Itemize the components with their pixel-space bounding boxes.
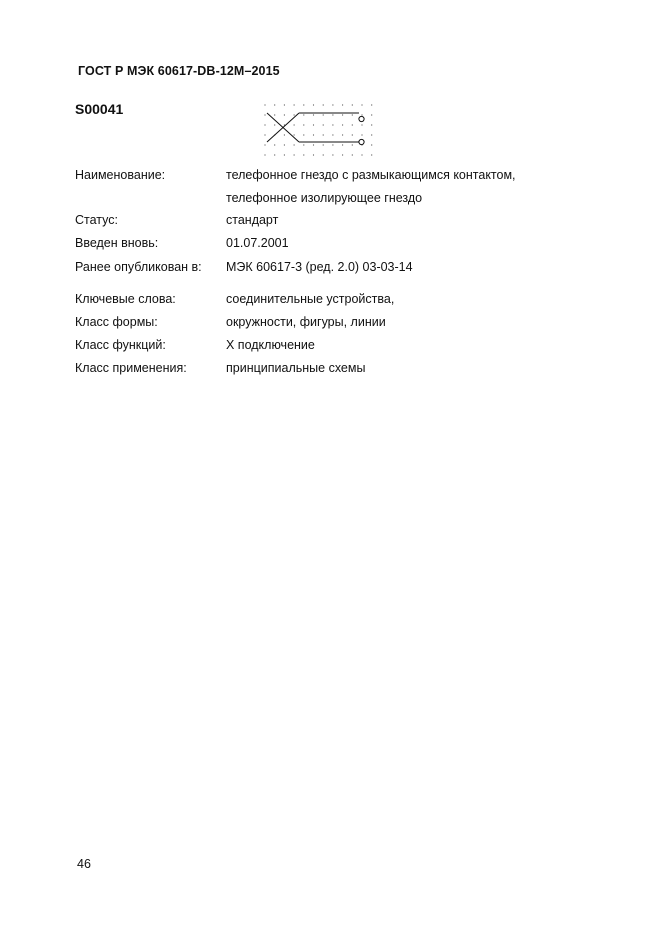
symbol-lines [267,113,364,145]
telephone-jack-symbol-icon [258,101,378,159]
symbol-code: S00041 [75,101,124,117]
field-label-name: Наименование: [75,168,166,182]
field-label-shape-class: Класс формы: [75,315,158,329]
field-label-function-class: Класс функций: [75,338,166,352]
field-value-application-class: принципиальные схемы [226,361,366,375]
document-header: ГОСТ Р МЭК 60617-DB-12M–2015 [78,64,280,78]
field-label-keywords: Ключевые слова: [75,292,176,306]
field-value-function-class: X подключение [226,338,315,352]
field-value-name-line-2: телефонное изолирующее гнездо [226,191,423,205]
field-label-introduced: Введен вновь: [75,236,159,250]
field-label-status: Статус: [75,213,118,227]
field-value-shape-class: окружности, фигуры, линии [226,315,386,329]
page-number: 46 [77,857,91,871]
field-value-introduced: 01.07.2001 [226,236,289,250]
field-value-previously-published: МЭК 60617-3 (ред. 2.0) 03-03-14 [226,260,413,274]
field-value-status: стандарт [226,213,279,227]
field-value-keywords: соединительные устройства, [226,292,395,306]
field-label-previously-published: Ранее опубликован в: [75,260,202,274]
field-label-application-class: Класс применения: [75,361,187,375]
field-value-name-line-1: телефонное гнездо с размыкающимся контактом, [226,168,516,182]
